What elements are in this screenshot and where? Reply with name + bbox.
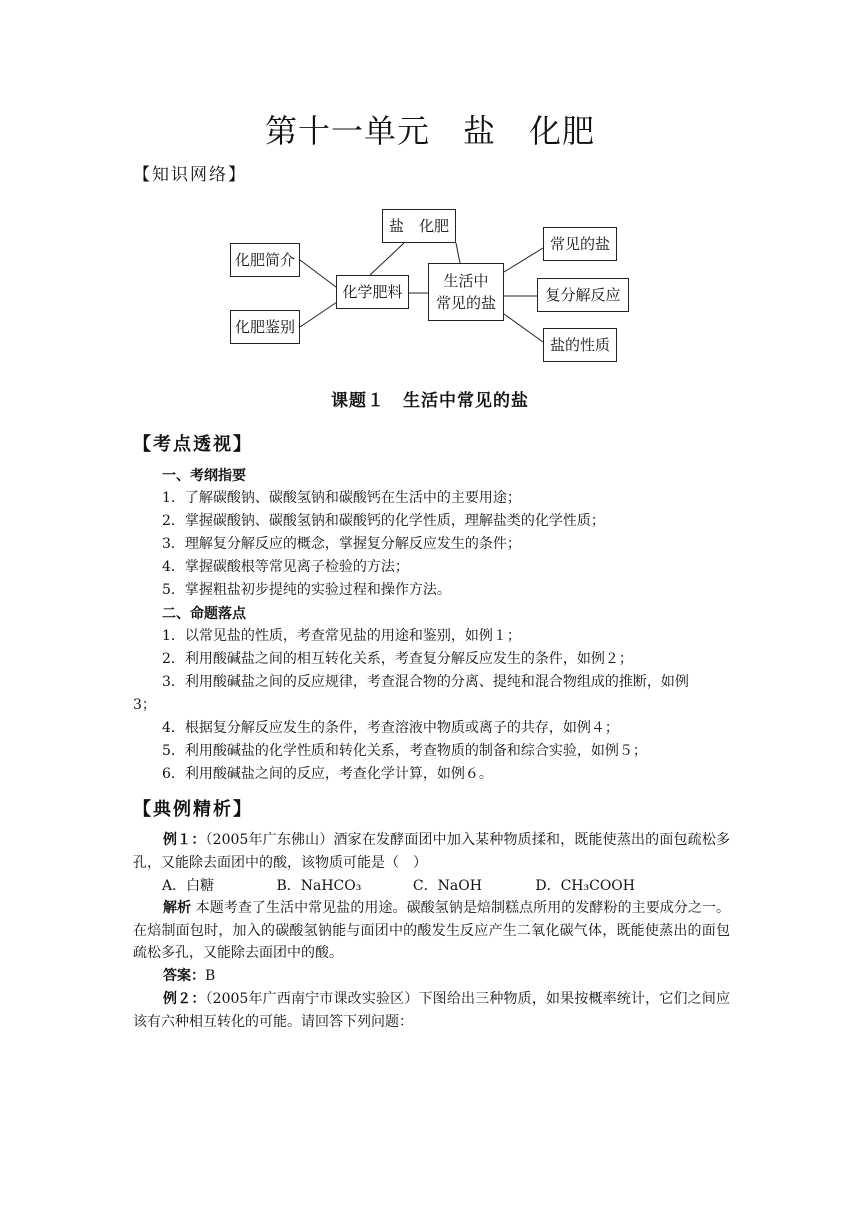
knowledge-network-diagram — [220, 200, 640, 370]
node-salt-properties: 盐的性质 — [543, 328, 617, 362]
node-chemical-fertilizer: 化学肥料 — [336, 275, 409, 309]
points-heading: 二、命题落点 — [162, 606, 246, 622]
example-2-question — [133, 988, 730, 1033]
node-fertilizer-intro: 化肥简介 — [230, 243, 300, 277]
points-item-continuation: 3； — [133, 697, 156, 713]
node-common-salts-line1: 生活中 — [443, 272, 489, 290]
points-item: 3．利用酸碱盐之间的反应规律，考查混合物的分离、提纯和混合物组成的推断，如例 — [162, 674, 689, 690]
example-1-label: 例１： — [163, 832, 206, 848]
outline-heading: 一、考纲指要 — [162, 468, 246, 484]
answer-label: 答案： — [163, 968, 205, 984]
node-fertilizer-identify: 化肥鉴别 — [230, 310, 300, 344]
points-item: 2．利用酸碱盐之间的相互转化关系，考查复分解反应发生的条件，如例２； — [162, 651, 633, 667]
option-a: A．白糖 — [162, 878, 215, 894]
node-root: 盐 化肥 — [382, 209, 456, 243]
node-common-salts-line2: 常见的盐 — [435, 294, 496, 312]
connector-salt-props — [504, 314, 543, 342]
example-1-analysis — [133, 897, 730, 965]
connector-common-salt — [504, 248, 543, 272]
outline-item: 4．掌握碳酸根等常见离子检验的方法； — [162, 559, 409, 575]
option-c: C．NaOH — [412, 878, 482, 894]
node-common-salt: 常见的盐 — [543, 227, 617, 261]
example-1-answer — [133, 965, 730, 988]
outline-item: 1．了解碳酸钠、碳酸氢钠和碳酸钙在生活中的主要用途； — [162, 490, 521, 506]
analysis-text: 本题考查了生活中常见盐的用途。碳酸氢钠是焙制糕点所用的发酵粉的主要成分之一。在焙制面包时，加入的碳酸氢钠能与面团中的酸发生反应产生二氧化碳气体，既能使蒸出的面包疏松多孔，又能除去面团中的酸。 — [133, 900, 731, 961]
option-d: D．CH₃COOH — [535, 878, 635, 894]
examples-label: 【典例精析】 — [133, 799, 253, 820]
example-1-question — [133, 829, 730, 874]
outline-item: 2．掌握碳酸钠、碳酸氢钠和碳酸钙的化学性质，理解盐类的化学性质； — [162, 513, 605, 529]
connector-identify — [300, 300, 340, 327]
option-b: B．NaHCO₃ — [276, 878, 362, 894]
example-2-text: （2005年广西南宁市课改实验区）下图给出三种物质，如果按概率统计，它们之间应该有六种相互转化的可能。请回答下列问题： — [133, 991, 730, 1030]
points-item: 5．利用酸碱盐的化学性质和转化关系，考查物质的制备和综合实验，如例５； — [162, 743, 647, 759]
connector-root-fertilizer — [370, 243, 404, 275]
example-2-label: 例２： — [163, 991, 206, 1007]
answer-value: B — [205, 968, 216, 984]
exam-focus-label: 【考点透视】 — [133, 434, 253, 455]
points-item: 1．以常见盐的性质，考查常见盐的用途和鉴别，如例１； — [162, 628, 521, 644]
connector-root-salt — [456, 243, 460, 263]
page-title: 第十一单元 盐 化肥 — [264, 112, 595, 150]
points-item: 6．利用酸碱盐之间的反应，考查化学计算，如例６。 — [162, 766, 493, 782]
outline-item: 5．掌握粗盐初步提纯的实验过程和操作方法。 — [162, 582, 451, 598]
analysis-label: 解析 — [163, 900, 192, 916]
example-1-options — [162, 875, 635, 895]
example-1-text: （2005年广东佛山）酒家在发酵面团中加入某种物质揉和，既能使蒸出的面包疏松多孔，又能除去面团中的酸，该物质可能是（ ） — [133, 832, 730, 871]
node-common-salts — [428, 263, 504, 321]
lesson-title: 课题１ 生活中常见的盐 — [331, 391, 529, 411]
node-double-decomposition: 复分解反应 — [537, 278, 629, 312]
knowledge-network-label: 【知识网络】 — [133, 165, 247, 185]
outline-item: 3．理解复分解反应的概念，掌握复分解反应发生的条件； — [162, 536, 521, 552]
points-item: 4．根据复分解反应发生的条件，考查溶液中物质或离子的共存，如例４； — [162, 720, 619, 736]
connector-intro — [300, 260, 340, 290]
